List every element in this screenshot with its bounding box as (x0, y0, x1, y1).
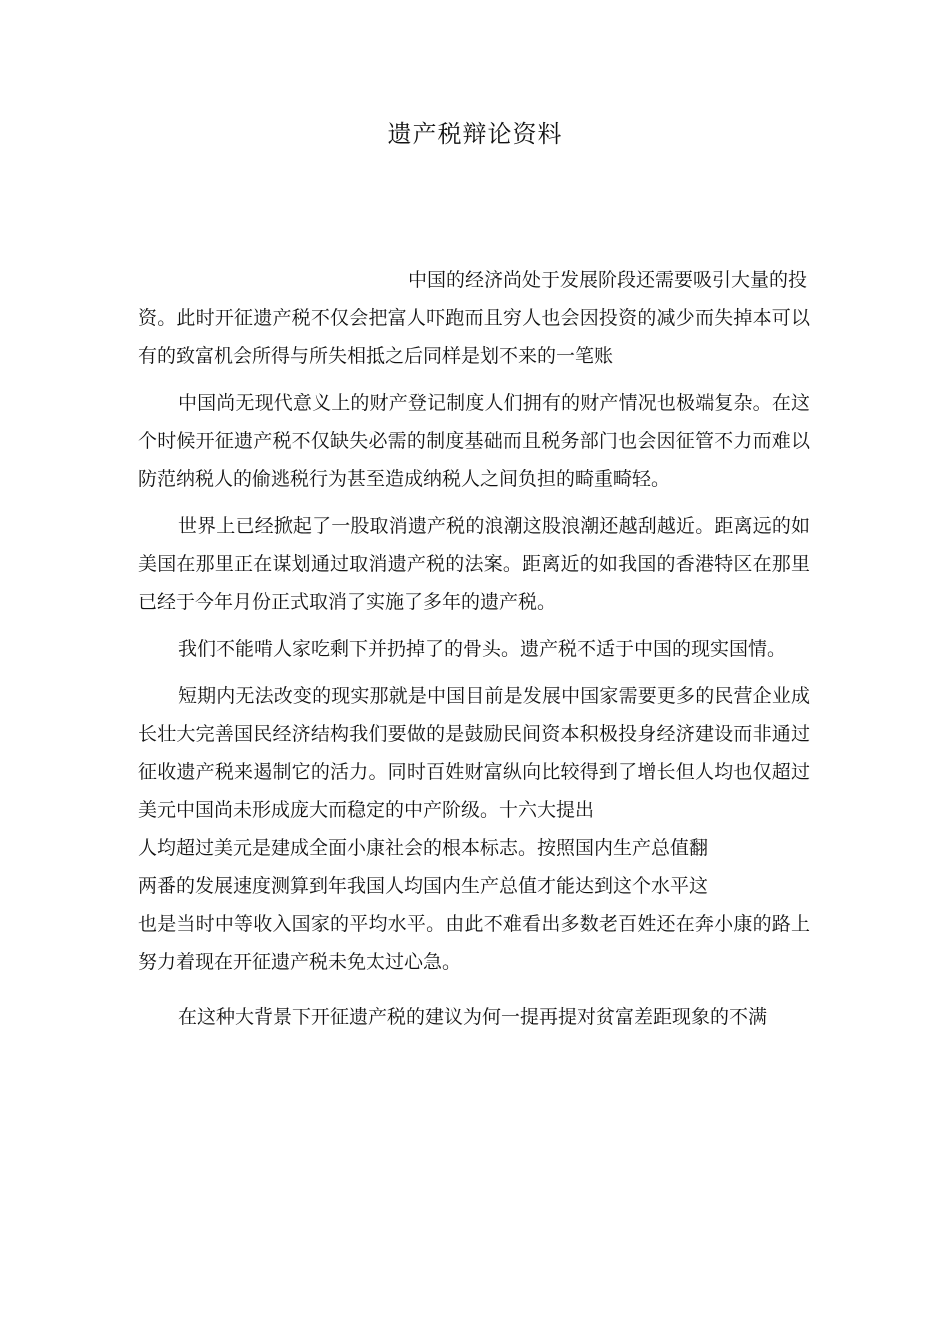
text-line: 资。此时开征遗产税不仅会把富人吓跑而且穷人也会因投资的减少而失掉本可以 (138, 307, 810, 329)
text-line: 征收遗产税来遏制它的活力。同时百姓财富纵向比较得到了增长但人均也仅超过 (138, 761, 810, 783)
text-line: 美国在那里正在谋划通过取消遗产税的法案。距离近的如我国的香港特区在那里 (138, 553, 810, 575)
text-line: 有的致富机会所得与所失相抵之后同样是划不来的一笔账 (138, 345, 614, 367)
text-line: 长壮大完善国民经济结构我们要做的是鼓励民间资本积极投身经济建设而非通过 (138, 723, 810, 745)
text-line: 中国尚无现代意义上的财产登记制度人们拥有的财产情况也极端复杂。在这 (178, 392, 810, 414)
document-body (138, 265, 810, 1040)
text-line: 我们不能啃人家吃剩下并扔掉了的骨头。遗产税不适于中国的现实国情。 (178, 638, 787, 660)
text-line: 已经于今年月份正式取消了实施了多年的遗产税。 (138, 591, 557, 613)
text-line: 美元中国尚未形成庞大而稳定的中产阶级。十六大提出 (138, 799, 595, 821)
text-line: 中国的经济尚处于发展阶段还需要吸引大量的投 (408, 269, 808, 291)
text-line: 两番的发展速度测算到年我国人均国内生产总值才能达到这个水平这 (138, 875, 709, 897)
document-title: 遗产税辩论资料 (387, 120, 563, 148)
text-line: 世界上已经掀起了一股取消遗产税的浪潮这股浪潮还越刮越近。距离远的如 (178, 515, 810, 537)
text-line: 防范纳税人的偷逃税行为甚至造成纳税人之间负担的畸重畸轻。 (138, 468, 671, 490)
text-line: 努力着现在开征遗产税未免太过心急。 (138, 951, 462, 973)
text-line: 在这种大背景下开征遗产税的建议为何一提再提对贫富差距现象的不满 (178, 1006, 768, 1028)
text-line: 人均超过美元是建成全面小康社会的根本标志。按照国内生产总值翻 (138, 837, 709, 859)
text-line: 短期内无法改变的现实那就是中国目前是发展中国家需要更多的民营企业成 (178, 685, 810, 707)
text-line: 也是当时中等收入国家的平均水平。由此不难看出多数老百姓还在奔小康的路上 (138, 913, 810, 935)
text-line: 个时候开征遗产税不仅缺失必需的制度基础而且税务部门也会因征管不力而难以 (138, 430, 810, 452)
